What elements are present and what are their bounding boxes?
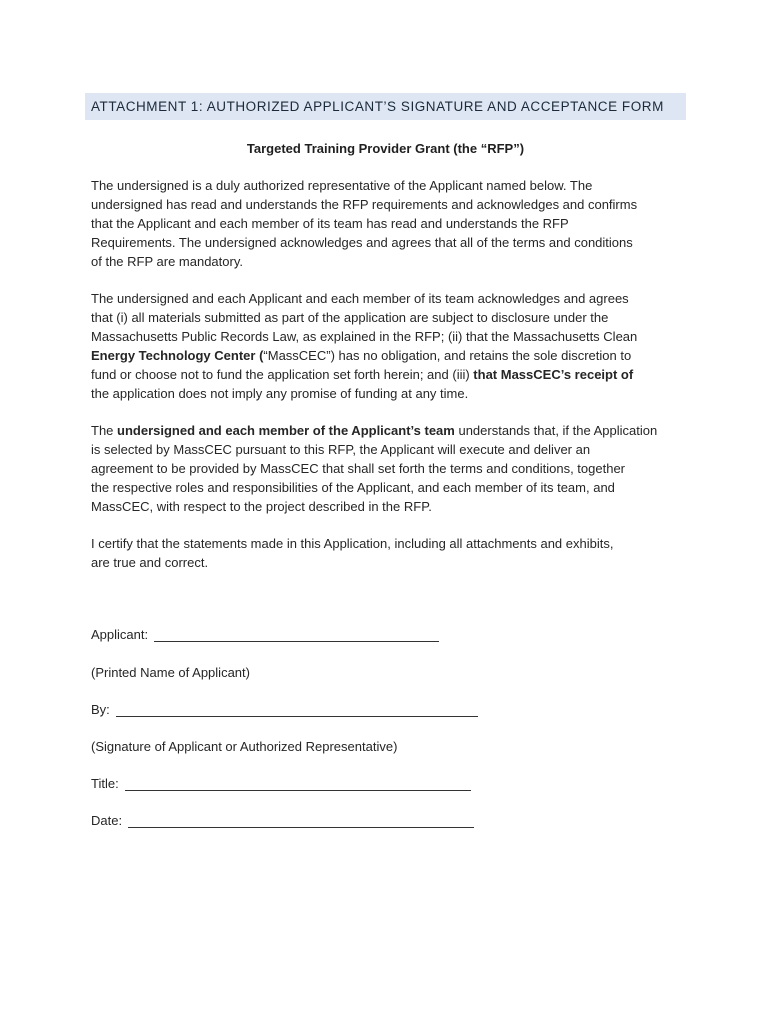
paragraph-line: are true and correct. [91,555,209,570]
paragraph-line: The undersigned is a duly authorized representative of the Applicant named below. The [91,178,593,193]
paragraph-line: the application does not imply any promise of funding at any time. [91,386,469,401]
paragraph-line [91,346,691,365]
paragraph-line: is selected by MassCEC pursuant to this RFP, the Applicant will execute and deliver an [91,442,591,457]
paragraph-line: I certify that the statements made in this Application, including all attachments and exhibits, [91,536,614,551]
attachment-banner: ATTACHMENT 1: AUTHORIZED APPLICANT’S SIGNATURE AND ACCEPTANCE FORM [85,93,686,120]
date-label: Date: [91,813,123,828]
applicant-caption: (Printed Name of Applicant) [91,665,250,680]
paragraph-disclosure [91,289,691,403]
by-label: By: [91,702,110,717]
paragraph-text: The [91,423,118,438]
bold-text: that MassCEC’s receipt of [473,367,634,382]
paragraph-certification [91,534,691,572]
paragraph-line: MassCEC, with respect to the project described in the RFP. [91,499,432,514]
paragraph-text: “MassCEC”) has no obligation, and retains the sole discretion to [263,348,632,363]
paragraph-line: agreement to be provided by MassCEC that shall set forth the terms and conditions, together [91,461,626,476]
paragraph-line: The undersigned and each Applicant and each member of its team acknowledges and agrees [91,291,629,306]
paragraph-line: Massachusetts Public Records Law, as explained in the RFP; (ii) that the Massachusetts Clean [91,329,638,344]
applicant-label: Applicant: [91,627,149,642]
signature-caption: (Signature of Applicant or Authorized Representative) [91,739,398,754]
paragraph-line: of the RFP are mandatory. [91,254,243,269]
bold-text: undersigned and each member of the Applicant’s team [117,423,455,438]
paragraph-authorization [91,176,691,271]
date-input-line[interactable] [128,813,474,828]
date-field [91,813,474,828]
applicant-field [91,627,439,642]
paragraph-agreement [91,421,691,516]
bold-text: Energy Technology Center ( [91,348,264,363]
title-label: Title: [91,776,119,791]
paragraph-line: the respective roles and responsibilities of the Applicant, and each member of its team, and [91,480,615,495]
signature-field [91,702,478,717]
applicant-input-line[interactable] [154,627,439,642]
paragraph-line: Requirements. The undersigned acknowledges and agrees that all of the terms and conditions [91,235,633,250]
document-subtitle: Targeted Training Provider Grant (the “RFP”) [246,141,525,156]
paragraph-line: that the Applicant and each member of its team has read and understands the RFP [91,216,569,231]
paragraph-line: undersigned has read and understands the RFP requirements and acknowledges and confirms [91,197,638,212]
paragraph-text: understands that, if the Application [454,423,658,438]
paragraph-line: that (i) all materials submitted as part of the application are subject to disclosure under the [91,310,609,325]
paragraph-line [91,365,691,384]
title-field [91,776,471,791]
paragraph-text: fund or choose not to fund the application set forth herein; and (iii) [91,367,474,382]
title-input-line[interactable] [125,776,471,791]
signature-input-line[interactable] [116,702,478,717]
paragraph-line [91,421,691,440]
